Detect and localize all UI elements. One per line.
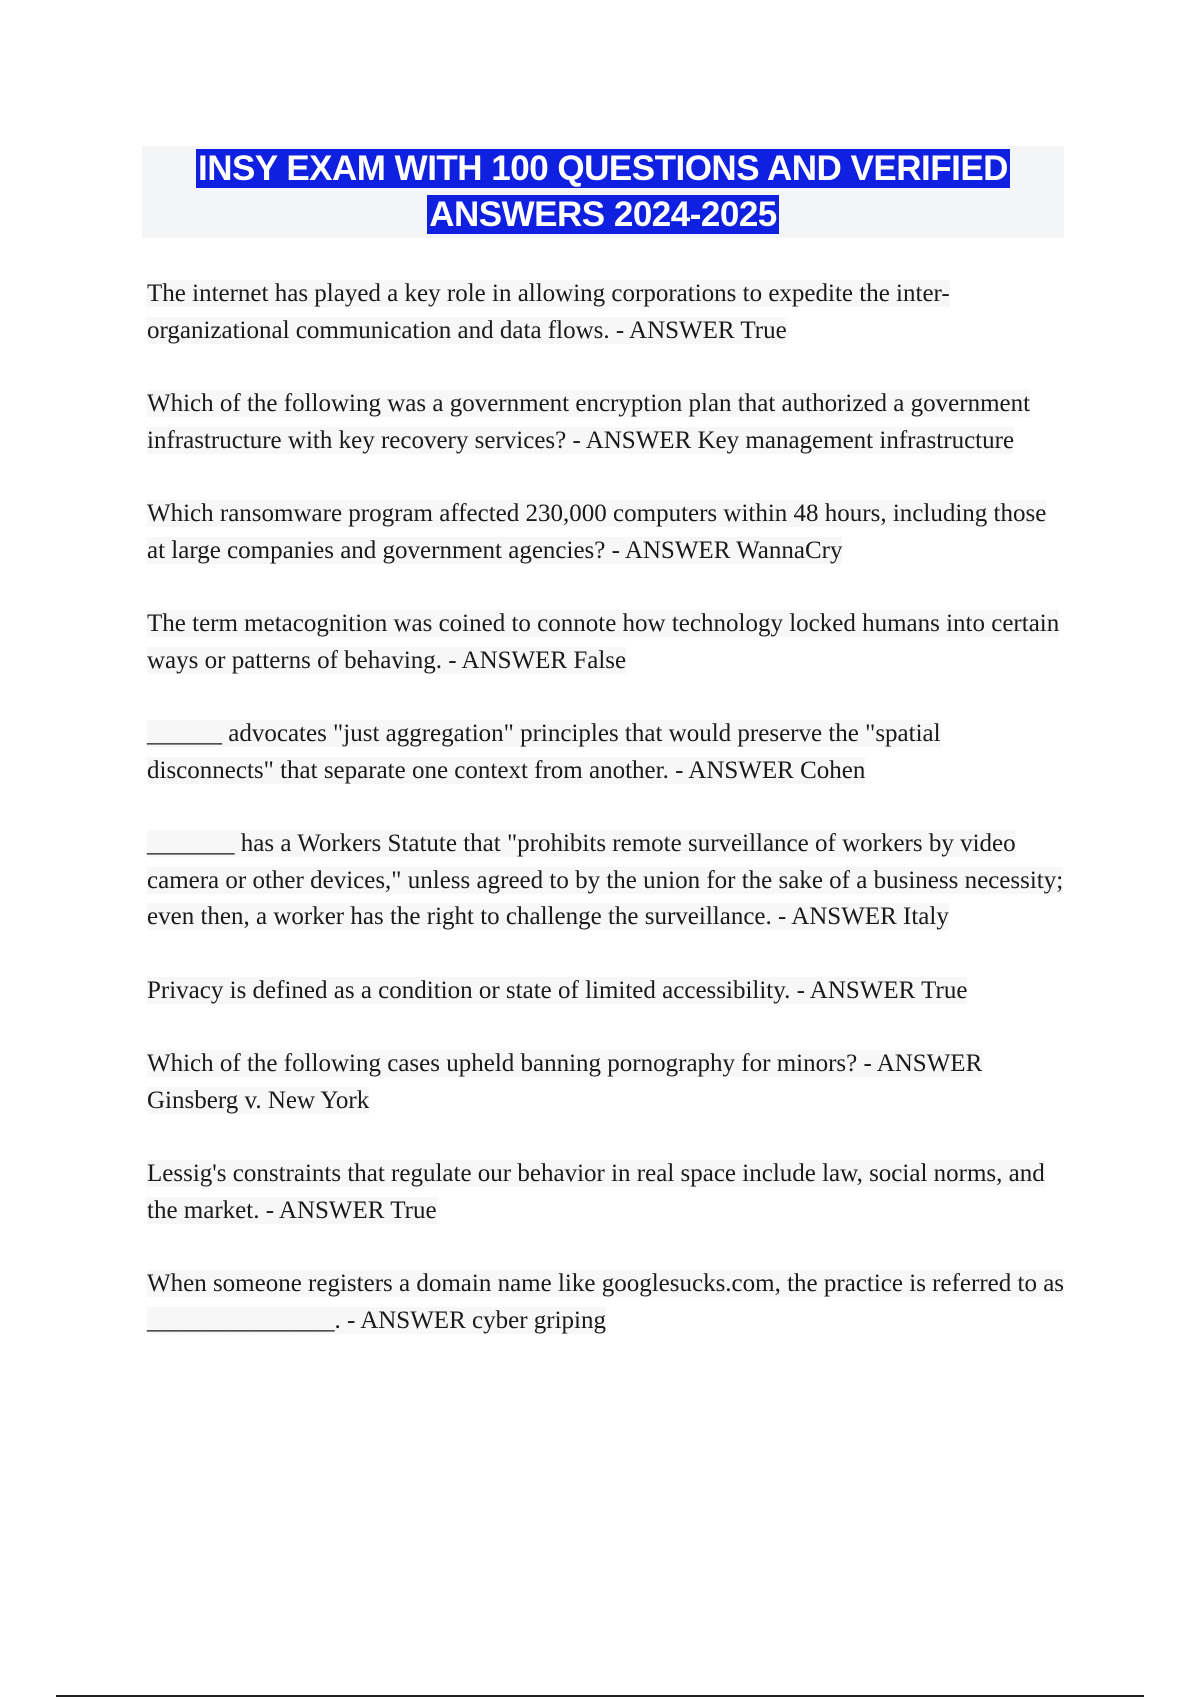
answer-text: ANSWER False [461, 646, 627, 674]
answer-text: ANSWER Cohen [688, 756, 866, 784]
question-text: Which of the following cases upheld banning pornography for minors? - [147, 1050, 877, 1077]
question-text: The term metacognition was coined to connote how technology locked humans into certain ways or patterns of behaving. - [147, 610, 1060, 674]
question-text: ______ advocates "just aggregation" principles that would preserve the "spatial disconnects" that separate one context from another. - [147, 720, 941, 784]
footer-rule [56, 1695, 1144, 1697]
answer-text: ANSWER cyber griping [360, 1306, 606, 1334]
answer-text: ANSWER WannaCry [624, 536, 843, 564]
answer-text: ANSWER Italy [791, 903, 949, 930]
question-text: Which ransomware program affected 230,000 computers within 48 hours, including those at large companies and government agencies? - [147, 500, 1047, 564]
title-line-2: ANSWERS 2024-2025 [429, 195, 777, 234]
qa-list [147, 276, 1067, 1376]
qa-item-2 [147, 386, 1067, 459]
qa-item-10 [147, 1266, 1067, 1339]
question-text: The internet has played a key role in allowing corporations to expedite the inter-organizational communication and data flows. - [147, 280, 950, 344]
qa-item-9 [147, 1156, 1067, 1229]
question-text: _______ has a Workers Statute that "prohibits remote surveillance of workers by video camera or other devices," unless agreed to by the union for the sake of a business necessity; even then, a worker has the right to challenge the surveillance. - [147, 830, 1064, 930]
qa-item-3 [147, 496, 1067, 569]
qa-item-1 [147, 276, 1067, 349]
answer-text: ANSWER True [809, 976, 968, 1004]
answer-text: ANSWER Key management infrastructure [585, 426, 1015, 454]
document-title [142, 146, 1064, 238]
question-text: When someone registers a domain name like googlesucks.com, the practice is referred to as _______________. - [147, 1270, 1065, 1334]
qa-item-6 [147, 826, 1067, 936]
answer-text: ANSWER True [278, 1196, 437, 1224]
title-line-1: INSY EXAM WITH 100 QUESTIONS AND VERIFIED [198, 149, 1008, 188]
question-text: Which of the following was a government encryption plan that authorized a government infrastructure with key recovery services? - [147, 390, 1031, 454]
answer-text: ANSWER Ginsberg v. New York [147, 1050, 983, 1114]
qa-item-8 [147, 1046, 1067, 1119]
qa-item-7 [147, 973, 1067, 1010]
question-text: Privacy is defined as a condition or state of limited accessibility. - [147, 976, 810, 1004]
qa-item-4 [147, 606, 1067, 679]
qa-item-5 [147, 716, 1067, 789]
answer-text: ANSWER True [629, 316, 787, 344]
question-text: Lessig's constraints that regulate our behavior in real space include law, social norms, and the market. - [147, 1160, 1045, 1224]
